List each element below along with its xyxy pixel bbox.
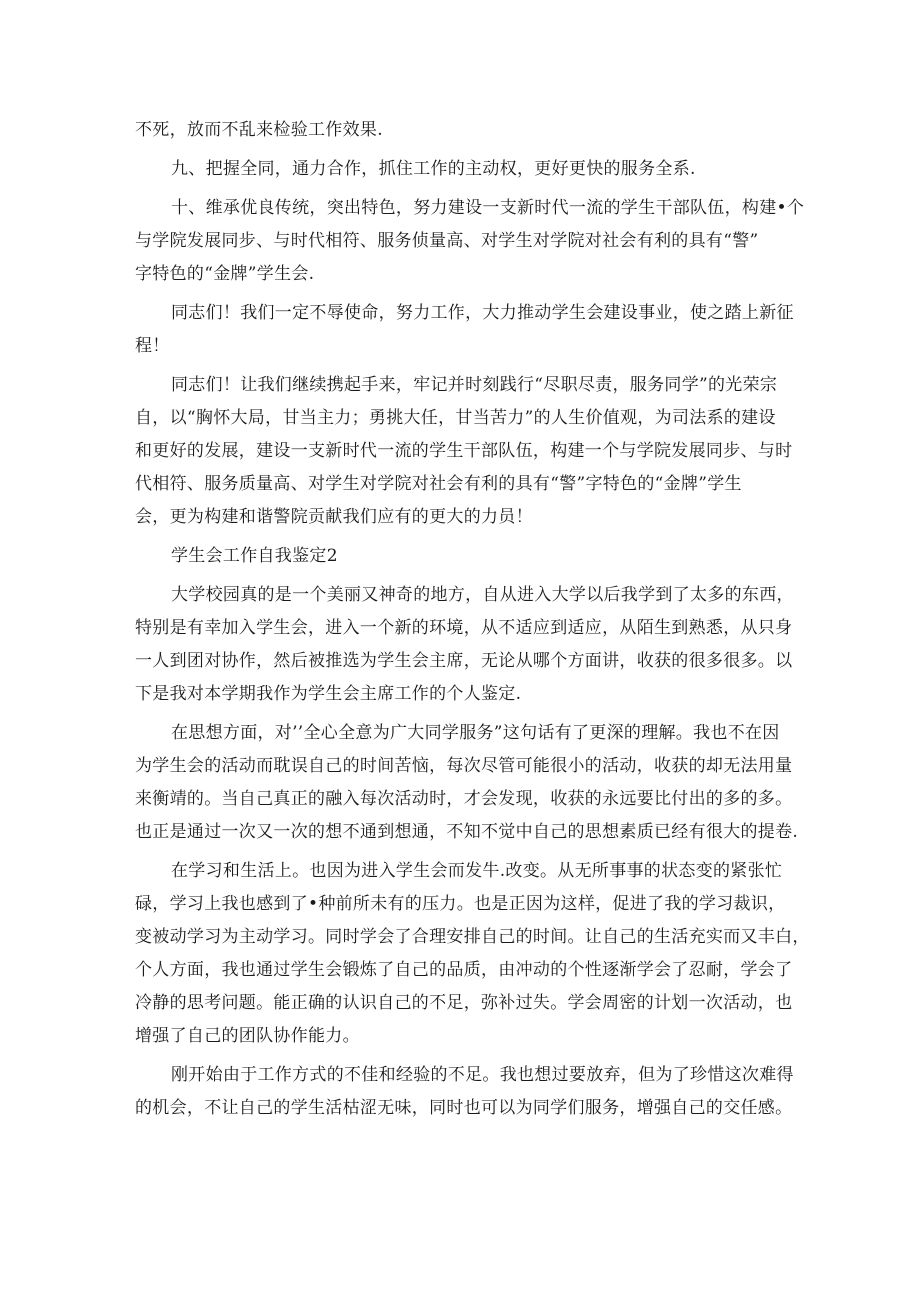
text-line: 刚开始由于工作方式的不佳和经验的不足。我也想过要放弃，但为了珍惜这次难得 — [171, 1065, 794, 1085]
text-line: 大学校园真的是一个美丽又神奇的地方，自从进入大学以后我学到了太多的东西， — [171, 585, 794, 605]
text-line: 的机会，不让自己的学生活枯涩无味，同时也可以为同学们服务，增强自己的交任感。 — [135, 1098, 793, 1118]
text-line: 个人方面，我也通过学生会锻炼了自己的品质，由冲动的个性逐渐学会了忍耐，学会了 — [135, 960, 793, 980]
text-line: 一人到团对协作，然后被推选为学生会主席，无论从哪个方面讲，收获的很多很多。以 — [135, 651, 793, 671]
document-body — [135, 114, 810, 1125]
text-line: 增强了自己的团队协作能力。 — [135, 1026, 360, 1046]
text-line: 为学生会的活动而耽误自己的时间苦恼，每次尽管可能很小的活动，收获的却无法用量 — [135, 756, 793, 776]
text-line: 碌，学习上我也感到了•种前所未有的压力。也是正因为这样，促进了我的学习裁识， — [135, 894, 786, 914]
paragraph — [135, 855, 810, 1053]
text-line: 也正是通过一次又一次的想不通到想通，不知不觉中自己的思想素质已经有很大的提卷. — [135, 822, 799, 842]
text-line: 与学院发展同步、与时代相符、服务侦量高、对学生对学院对社会有利的具有“警” — [135, 231, 759, 251]
text-line: 下是我对本学期我作为学生会主席工作的个人鉴定. — [135, 684, 522, 704]
text-line: 会，更为构建和谐警院贡献我们应有的更大的力员！ — [135, 507, 533, 527]
text-line: 来衡靖的。当自己真正的融入每次活动时，才会发现，收获的永远要比付出的多的多。 — [135, 789, 793, 809]
section-heading — [135, 540, 795, 573]
paragraph — [135, 369, 795, 534]
paragraph — [135, 297, 795, 363]
paragraph — [135, 717, 799, 849]
text-line: 代相符、服务质量高、对学生对学院对社会有利的具有“警”字特色的“金牌”学生 — [135, 474, 742, 494]
text-line: 冷静的思考问题。能正确的认识自己的不足，弥补过失。学会周密的计划一次活动，也 — [135, 993, 793, 1013]
text-line: 在思想方面，对’’全心全意为广大同学服务”这句话有了更深的理解。我也不在因 — [171, 723, 780, 743]
text-line: 不死，放而不乱来检验工作效果. — [135, 120, 383, 140]
text-line: 程！ — [135, 336, 170, 356]
text-line: 同志们！我们一定不辱使命，努力工作，大力推动学生会建设事业，使之踏上新征 — [171, 303, 794, 323]
paragraph — [135, 114, 795, 147]
text-line: 十、维承优良传统，突出特色，努力建设一支新时代一流的学生干部队伍，构建•个 — [171, 198, 805, 218]
paragraph — [135, 579, 795, 711]
paragraph — [135, 1059, 795, 1125]
text-line: 同志们！让我们继续携起手来，牢记并时刻践行“尽职尽责，服务同学”的光荣宗 — [171, 375, 778, 395]
paragraph — [135, 153, 795, 186]
text-line: 在学习和生活上。也因为进入学生会而发牛.改变。从无所事事的状态变的紧张忙 — [171, 861, 783, 881]
text-line: 自，以“胸怀大局，甘当主力；勇挑大任，甘当苦力”的人生价值观，为司法系的建设 — [135, 408, 776, 428]
text-line: 学生会工作自我鉴定2 — [171, 546, 338, 566]
paragraph — [135, 192, 805, 291]
text-line: 字特色的“金牌”学生会. — [135, 264, 315, 284]
text-line: 九、把握全同，通力合作，抓住工作的主动权，更好更快的服务全系. — [171, 159, 696, 179]
text-line: 和更好的发展，建设一支新时代一流的学生干部队伍，构建一个与学院发展同步、与时 — [135, 441, 793, 461]
text-line: 特别是有幸加入学生会，进入一个新的环境，从不适应到适应，从陌生到熟悉，从只身 — [135, 618, 793, 638]
text-line: 变被动学习为主动学习。同时学会了合理安排自己的时间。让自己的生活充实而又丰白， — [135, 927, 810, 947]
